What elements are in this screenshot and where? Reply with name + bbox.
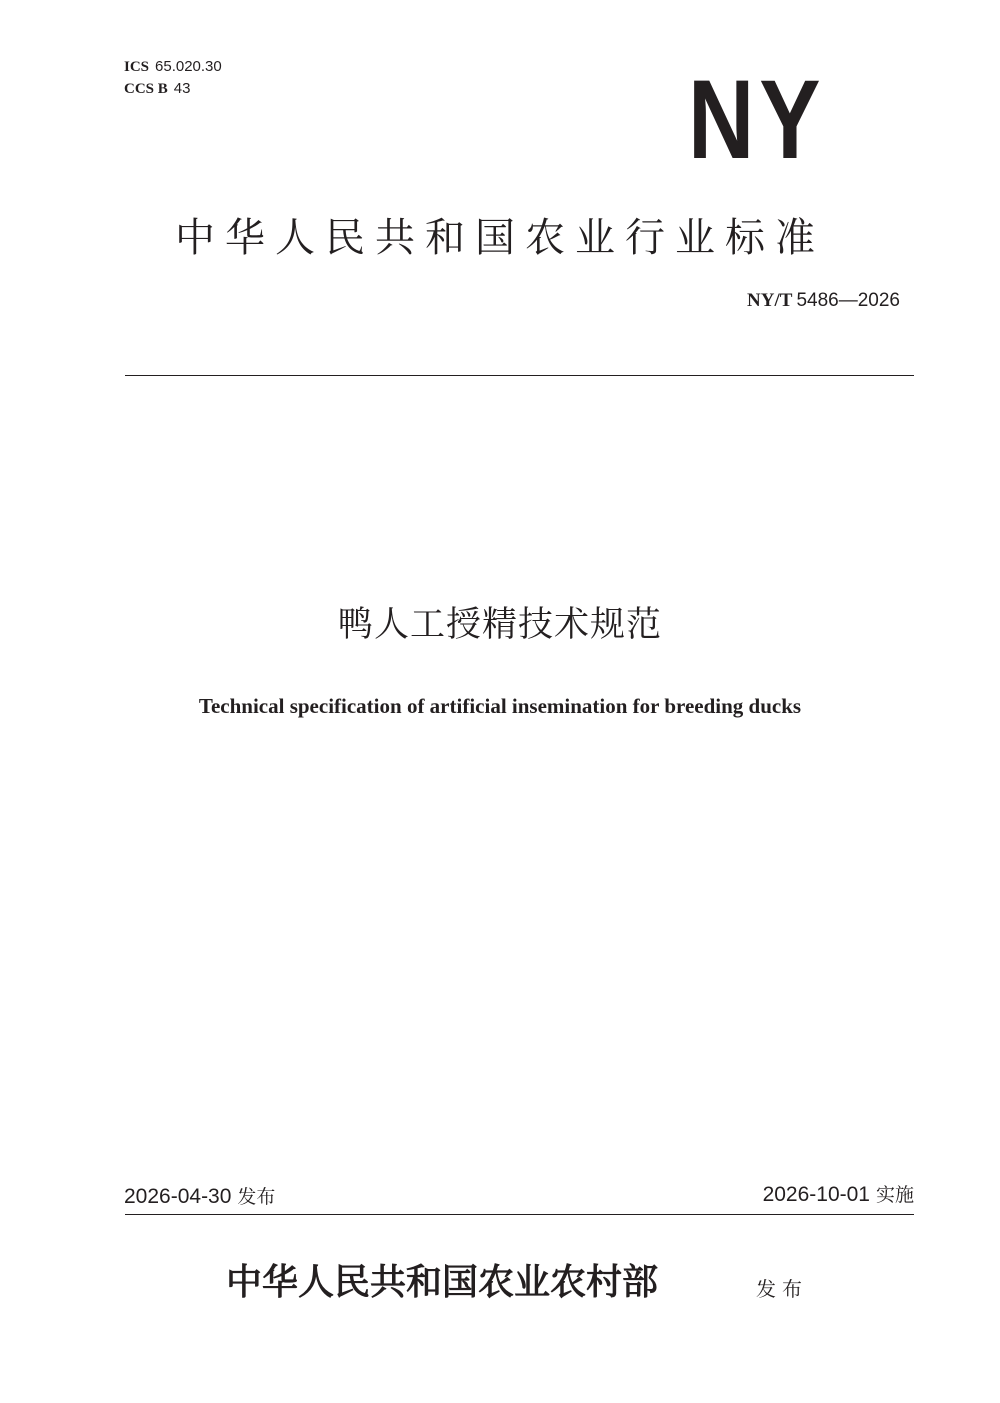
publish-date: 2026-04-30 [124,1185,232,1208]
standard-category-title: 中华人民共和国农业行业标准 [175,215,825,261]
effective-date-line [763,1180,914,1207]
document-subtitle: Technical specification of artificial insemination for breeding ducks [198,694,802,718]
ccs-code: 43 [173,80,191,97]
ny-logo: NY [688,57,826,182]
standard-code-prefix: NY/T [747,290,793,311]
effective-label: 实施 [875,1184,914,1206]
issuer-name: 中华人民共和国农业农村部 [226,1261,659,1303]
ccs-row [124,78,222,100]
classification-block [124,56,222,100]
effective-date: 2026-10-01 [762,1183,870,1206]
top-divider [125,375,914,376]
ccs-label: CCS B [124,81,168,97]
document-title: 鸭人工授精技术规范 [337,605,662,645]
issuer-suffix: 发布 [756,1277,808,1301]
ics-label: ICS [124,59,150,75]
standard-code [747,290,900,312]
publish-label: 发布 [237,1186,276,1208]
ics-row [124,56,222,78]
bottom-divider [125,1214,914,1215]
publish-date-line [124,1182,275,1209]
standard-code-number: 5486—2026 [796,290,900,311]
ics-code: 65.020.30 [155,58,222,75]
